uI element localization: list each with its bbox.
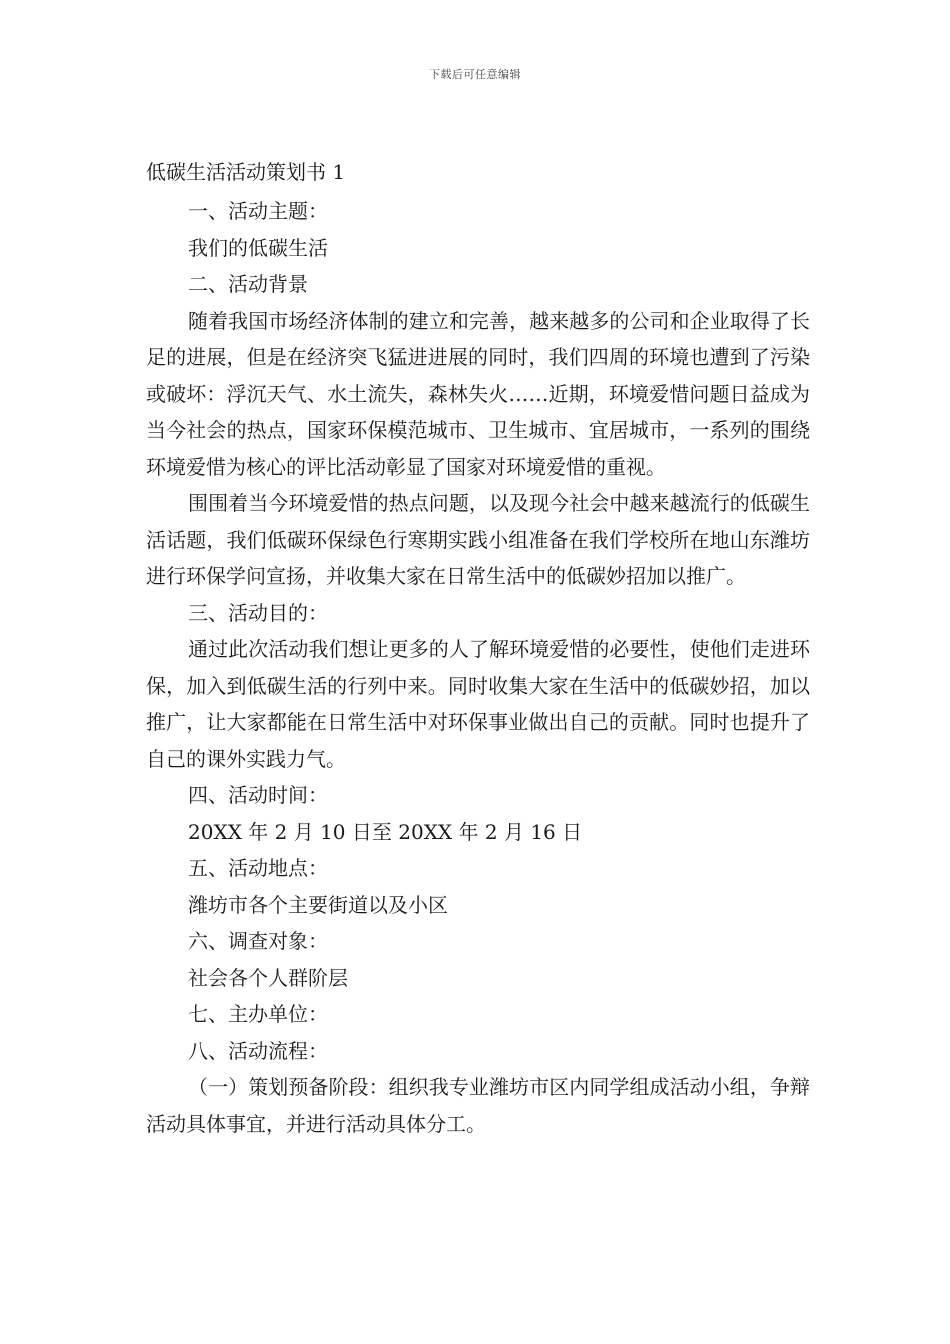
header-note: 下载后可任意编辑 xyxy=(429,68,521,81)
section-heading-background: 二、活动背景 xyxy=(188,272,308,296)
section-heading-time: 四、活动时间： xyxy=(188,783,328,807)
paragraph-background-2: 围围着当今环境爱惜的热点问题，以及现今社会中越来越流行的低碳生活话题，我们低碳环保绿色行寒期实践小组准备在我们学校所在地山东潍坊进行环保学问宣扬，并收集大家在日常生活中的低碳妙招加以推广。 xyxy=(146,491,810,588)
section-heading-process: 八、活动流程： xyxy=(188,1038,328,1063)
section-heading-target: 六、调查对象： xyxy=(188,929,328,953)
document-body xyxy=(146,156,810,1142)
paragraph-process-stage-1: （一）策划预备阶段：组织我专业潍坊市区内同学组成活动小组，争辩活动具体事宜，并进行活动具体分工。 xyxy=(146,1075,810,1136)
paragraph-theme: 我们的低碳生活 xyxy=(188,235,328,260)
paragraph-location: 潍坊市各个主要街道以及小区 xyxy=(188,892,448,917)
section-heading-purpose: 三、活动目的： xyxy=(188,600,328,625)
paragraph-purpose: 通过此次活动我们想让更多的人了解环境爱惜的必要性，使他们走进环保，加入到低碳生活的行列中来。同时收集大家在生活中的低碳妙招，加以推广，让大家都能在日常生活中对环保事业做出自己的贡献。同时也提升了自己的课外实践力气。 xyxy=(146,637,810,771)
section-heading-organizer: 七、主办单位： xyxy=(188,1002,328,1026)
paragraph-time: 20XX 年 2 月 10 日至 20XX 年 2 月 16 日 xyxy=(188,819,583,844)
section-heading-theme: 一、活动主题： xyxy=(188,199,328,223)
section-heading-location: 五、活动地点： xyxy=(188,856,328,880)
document-title: 低碳生活活动策划书 1 xyxy=(146,160,346,184)
paragraph-background-1: 随着我国市场经济体制的建立和完善，越来越多的公司和企业取得了长足的进展，但是在经济突飞猛进进展的同时，我们四周的环境也遭到了污染或破坏：浮沉天气、水土流失，森林失火……近期，环境爱惜问题日益成为当今社会的热点，国家环保模范城市、卫生城市、宜居城市，一系列的围绕环境爱惜为核心的评比活动彰显了国家对环境爱惜的重视。 xyxy=(146,308,810,479)
paragraph-target: 社会各个人群阶层 xyxy=(188,965,348,990)
